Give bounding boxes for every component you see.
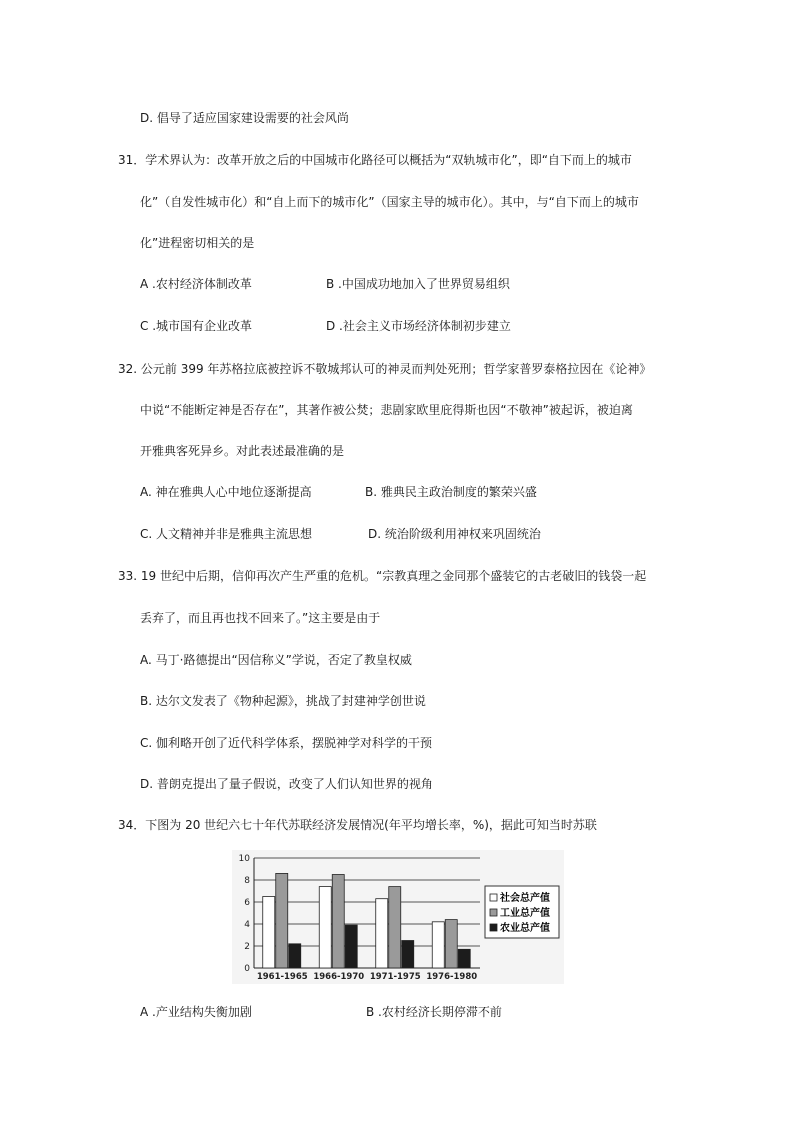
- question-33-option-d: D. 普朗克提出了量子假说，改变了人们认知世界的视角: [140, 777, 433, 791]
- bar-1-1971-1975: [376, 899, 388, 968]
- question-33-stem-line2: 丢弃了，而且再也找不回来了。”这主要是由于: [140, 611, 381, 625]
- bar-3-1976-1980: [458, 949, 470, 968]
- question-32-option-d: D. 统治阶级利用神权来巩固统治: [368, 527, 541, 541]
- y-tick-label: 10: [238, 854, 250, 864]
- bar-1-1966-1970: [319, 887, 331, 968]
- question-32-option-b: B. 雅典民主政治制度的繁荣兴盛: [365, 485, 537, 499]
- question-34-stem: 34．下图为 20 世纪六七十年代苏联经济发展情况(年平均增长率，%)，据此可知当时苏联: [118, 818, 597, 832]
- chart-svg: [232, 850, 564, 984]
- question-33-option-b: B. 达尔文发表了《物种起源》，挑战了封建神学创世说: [140, 694, 426, 708]
- question-33-option-c: C. 伽利略开创了近代科学体系，摆脱神学对科学的干预: [140, 736, 433, 750]
- x-category-label: 1971-1975: [369, 972, 421, 982]
- question-32-stem-line1: 32. 公元前 399 年苏格拉底被控诉不敬城邦认可的神灵而判处死刑；哲学家普罗泰格拉因在《论神》: [118, 362, 652, 376]
- question-30-option-d: D. 倡导了适应国家建设需要的社会风尚: [140, 111, 349, 125]
- question-34-option-a: A .产业结构失衡加剧: [140, 1005, 252, 1019]
- question-31-option-b: B .中国成功地加入了世界贸易组织: [326, 277, 510, 291]
- question-33-stem-line1: 33. 19 世纪中后期，信仰再次产生严重的危机。“宗教真理之金同那个盛装它的古老破旧的钱袋一起: [118, 569, 647, 583]
- question-31-stem-line2: 化”（自发性城市化）和“自上而下的城市化”（国家主导的城市化）。其中，与“自下而上的城市: [140, 195, 639, 209]
- question-31-option-d: D .社会主义市场经济体制初步建立: [326, 319, 511, 333]
- bar-2-1961-1965: [276, 873, 288, 968]
- y-tick-label: 8: [244, 876, 250, 886]
- question-32-option-a: A. 神在雅典人心中地位逐渐提高: [140, 485, 312, 499]
- question-31-stem-line1: 31．学术界认为：改革开放之后的中国城市化路径可以概括为“双轨城市化”，即“自下而上的城市: [118, 153, 632, 167]
- legend-swatch: [490, 894, 497, 901]
- question-32-stem-line3: 开雅典客死异乡。对此表述最准确的是: [140, 444, 345, 458]
- question-32-option-c: C. 人文精神并非是雅典主流思想: [140, 527, 313, 541]
- legend-label: 社会总产值: [500, 893, 550, 904]
- y-tick-label: 2: [244, 942, 250, 952]
- bar-3-1961-1965: [289, 944, 301, 968]
- legend-label: 工业总产值: [500, 908, 550, 919]
- question-31-stem-line3: 化”进程密切相关的是: [140, 236, 255, 250]
- question-31-option-c: C .城市国有企业改革: [140, 319, 253, 333]
- y-tick-label: 6: [244, 898, 250, 908]
- question-34-option-b: B .农村经济长期停滞不前: [366, 1005, 502, 1019]
- x-category-label: 1961-1965: [256, 972, 308, 982]
- question-31-option-a: A .农村经济体制改革: [140, 277, 252, 291]
- y-tick-label: 0: [244, 964, 250, 974]
- x-category-label: 1966-1970: [313, 972, 365, 982]
- bar-2-1971-1975: [389, 887, 401, 968]
- bar-3-1966-1970: [345, 925, 357, 968]
- question-33-option-a: A. 马丁·路德提出“因信称义”学说，否定了教皇权威: [140, 653, 412, 667]
- bar-1-1976-1980: [432, 922, 444, 968]
- soviet-growth-chart: [232, 850, 564, 984]
- question-32-stem-line2: 中说“不能断定神是否存在”，其著作被公焚；悲剧家欧里庇得斯也因“不敬神”被起诉，被迫离: [140, 403, 633, 417]
- bar-2-1966-1970: [332, 875, 344, 969]
- x-category-label: 1976-1980: [426, 972, 478, 982]
- y-tick-label: 4: [244, 920, 250, 930]
- bar-3-1971-1975: [402, 941, 414, 969]
- legend-label: 农业总产值: [500, 923, 550, 934]
- bar-1-1961-1965: [263, 897, 275, 969]
- legend-swatch: [490, 924, 497, 931]
- legend-swatch: [490, 909, 497, 916]
- bar-2-1976-1980: [445, 920, 457, 968]
